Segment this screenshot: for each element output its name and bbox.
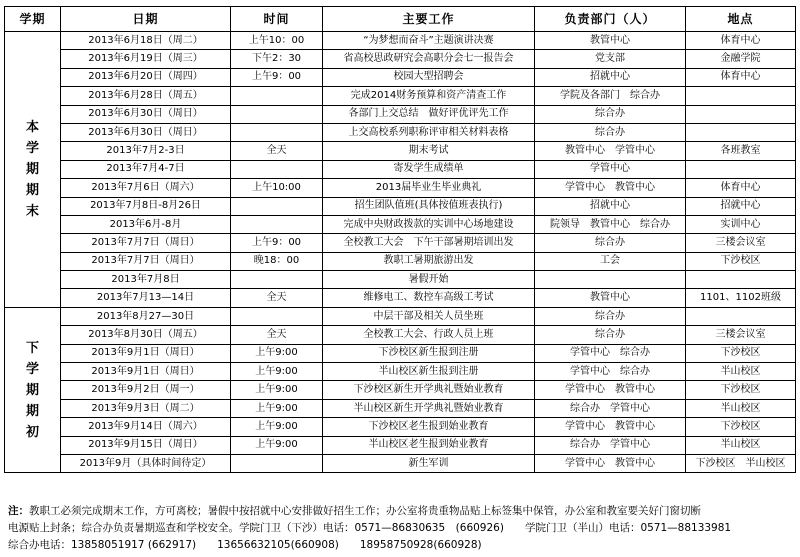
semester-char: 初 (25, 424, 39, 440)
table-row (5, 179, 796, 197)
cell-dept: 学管中心 教管中心 (535, 454, 686, 472)
cell-dept: 院领导 教管中心 综合办 (535, 215, 686, 233)
cell-place: 各班教室 (686, 142, 796, 160)
cell-time: 上午9:00 (231, 436, 323, 454)
table-row (5, 344, 796, 362)
cell-work: 半山校区新生开学典礼暨始业教育 (323, 399, 535, 417)
cell-place: 三楼会议室 (686, 234, 796, 252)
cell-date: 2013年7月7日（周日） (61, 234, 231, 252)
cell-place: 半山校区 (686, 436, 796, 454)
header-dept: 负责部门（人） (535, 7, 686, 32)
cell-date: 2013年6月20日（周四） (61, 68, 231, 86)
table-row (5, 87, 796, 105)
cell-work: 各部门上交总结 做好评优评先工作 (323, 105, 535, 123)
cell-date: 2013年9月1日（周日） (61, 363, 231, 381)
cell-date: 2013年8月30日（周五） (61, 326, 231, 344)
header-row (5, 7, 796, 32)
cell-dept: 学管中心 教管中心 (535, 418, 686, 436)
cell-work: 上交高校系列职称评审相关材料表格 (323, 123, 535, 141)
cell-work: 新生军训 (323, 454, 535, 472)
cell-date: 2013年6月28日（周五） (61, 87, 231, 105)
cell-date: 2013年6月18日（周二） (61, 32, 231, 50)
cell-date: 2013年6月-8月 (61, 215, 231, 233)
cell-place: 体育中心 (686, 32, 796, 50)
cell-place: 下沙校区 半山校区 (686, 454, 796, 472)
table-row (5, 399, 796, 417)
semester-char: 学 (25, 140, 39, 156)
cell-work: 半山校区新生报到注册 (323, 363, 535, 381)
footnote-line-1 (8, 503, 794, 520)
header-date: 日期 (61, 7, 231, 32)
cell-date: 2013年9月1日（周日） (61, 344, 231, 362)
cell-date: 2013年6月30日（周日） (61, 105, 231, 123)
cell-place: 下沙校区 (686, 381, 796, 399)
cell-date: 2013年7月8日-8月26日 (61, 197, 231, 215)
cell-place: 下沙校区 (686, 252, 796, 270)
cell-time: 上午9:00 (231, 418, 323, 436)
semester-char: 期 (25, 161, 39, 177)
cell-date: 2013年9月（具体时间待定） (61, 454, 231, 472)
cell-dept: 综合办 (535, 123, 686, 141)
cell-dept: 教管中心 学管中心 (535, 142, 686, 160)
cell-dept: 综合办 (535, 307, 686, 325)
cell-work: 下沙校区新生报到注册 (323, 344, 535, 362)
cell-place: 半山校区 (686, 399, 796, 417)
cell-dept: 学管中心 综合办 (535, 344, 686, 362)
cell-date: 2013年7月7日（周日） (61, 252, 231, 270)
cell-place (686, 105, 796, 123)
table-row (5, 32, 796, 50)
cell-work: 全校教工大会 下午干部暑期培训出发 (323, 234, 535, 252)
cell-place: 体育中心 (686, 68, 796, 86)
cell-dept: 招就中心 (535, 197, 686, 215)
cell-time: 晚18：00 (231, 252, 323, 270)
cell-dept: 学管中心 (535, 160, 686, 178)
table-row (5, 363, 796, 381)
table-row (5, 326, 796, 344)
cell-time: 上午9:00 (231, 344, 323, 362)
cell-work: 半山校区老生报到始业教育 (323, 436, 535, 454)
cell-time (231, 197, 323, 215)
cell-work: 下沙校区新生开学典礼暨始业教育 (323, 381, 535, 399)
cell-date: 2013年7月6日（周六） (61, 179, 231, 197)
table-row (5, 142, 796, 160)
cell-place (686, 271, 796, 289)
cell-time: 下午2：30 (231, 50, 323, 68)
table-row (5, 215, 796, 233)
cell-dept: 教管中心 (535, 32, 686, 50)
cell-work: 期末考试 (323, 142, 535, 160)
footnote-line-2: 电源贴上封条；综合办负责暑期巡查和学校安全。学院门卫（下沙）电话：0571—86830635 (660926) 学院门卫（半山）电话：0571—88133981 (8, 522, 732, 534)
cell-time (231, 105, 323, 123)
semester-char: 本 (25, 119, 39, 135)
cell-date: 2013年6月19日（周三） (61, 50, 231, 68)
cell-time: 全天 (231, 142, 323, 160)
cell-place (686, 87, 796, 105)
footnote-line-3: 综合办电话：13858051917 (662917) 13656632105(660908) 18958750928(660928) (8, 539, 482, 551)
table-row (5, 271, 796, 289)
cell-work: 维修电工、数控车高级工考试 (323, 289, 535, 307)
cell-work: 中层干部及相关人员坐班 (323, 307, 535, 325)
cell-work: 暑假开始 (323, 271, 535, 289)
table-row (5, 123, 796, 141)
cell-date: 2013年9月15日（周日） (61, 436, 231, 454)
cell-work: 全校教工大会、行政人员上班 (323, 326, 535, 344)
cell-time (231, 87, 323, 105)
cell-time: 上午9:00 (231, 399, 323, 417)
cell-time (231, 454, 323, 472)
cell-time: 全天 (231, 326, 323, 344)
header-semester: 学期 (5, 7, 61, 32)
cell-date: 2013年8月27—30日 (61, 307, 231, 325)
semester-label (5, 307, 61, 473)
cell-work: 教职工暑期旅游出发 (323, 252, 535, 270)
cell-place: 金融学院 (686, 50, 796, 68)
cell-dept: 工会 (535, 252, 686, 270)
cell-place: 下沙校区 (686, 418, 796, 436)
cell-date: 2013年7月13—14日 (61, 289, 231, 307)
cell-place: 1101、1102班级 (686, 289, 796, 307)
cell-work: 省高校思政研究会高职分会七一报告会 (323, 50, 535, 68)
cell-time (231, 123, 323, 141)
cell-dept: 综合办 (535, 326, 686, 344)
cell-date: 2013年9月3日（周二） (61, 399, 231, 417)
footnote (8, 503, 794, 554)
table-row (5, 234, 796, 252)
table-row (5, 418, 796, 436)
cell-work: 校园大型招聘会 (323, 68, 535, 86)
cell-dept: 学管中心 教管中心 (535, 179, 686, 197)
semester-char: 期 (25, 382, 39, 398)
cell-dept: 教管中心 (535, 289, 686, 307)
table-row (5, 160, 796, 178)
cell-work: 完成中央财政拨款的实训中心场地建设 (323, 215, 535, 233)
footnote-label: 注： (8, 505, 29, 517)
cell-dept: 综合办 学管中心 (535, 436, 686, 454)
table-row (5, 289, 796, 307)
cell-dept: 综合办 学管中心 (535, 399, 686, 417)
table-row (5, 197, 796, 215)
cell-date: 2013年9月14日（周六） (61, 418, 231, 436)
cell-time: 上午10：00 (231, 32, 323, 50)
cell-time (231, 307, 323, 325)
semester-char: 期 (25, 182, 39, 198)
cell-place: 体育中心 (686, 179, 796, 197)
cell-place: 招就中心 (686, 197, 796, 215)
cell-place: 三楼会议室 (686, 326, 796, 344)
cell-dept: 综合办 (535, 105, 686, 123)
cell-place: 实训中心 (686, 215, 796, 233)
cell-work: 寄发学生成绩单 (323, 160, 535, 178)
table-row (5, 436, 796, 454)
table-row (5, 50, 796, 68)
cell-work: 招生团队值班(具体按值班表执行) (323, 197, 535, 215)
cell-time (231, 160, 323, 178)
cell-place: 半山校区 (686, 363, 796, 381)
table-row (5, 252, 796, 270)
cell-time: 上午10:00 (231, 179, 323, 197)
cell-work: “为梦想而奋斗”主题演讲决赛 (323, 32, 535, 50)
cell-date: 2013年7月8日 (61, 271, 231, 289)
cell-time (231, 271, 323, 289)
cell-date: 2013年9月2日（周一） (61, 381, 231, 399)
cell-work: 2013届毕业生毕业典礼 (323, 179, 535, 197)
cell-time: 上午9：00 (231, 234, 323, 252)
cell-dept: 党支部 (535, 50, 686, 68)
header-time: 时间 (231, 7, 323, 32)
header-work: 主要工作 (323, 7, 535, 32)
header-place: 地点 (686, 7, 796, 32)
table-row (5, 68, 796, 86)
cell-work: 完成2014财务预算和资产清查工作 (323, 87, 535, 105)
cell-date: 2013年7月4-7日 (61, 160, 231, 178)
cell-time: 上午9:00 (231, 363, 323, 381)
cell-dept: 学管中心 教管中心 (535, 381, 686, 399)
table-row (5, 105, 796, 123)
schedule-body (5, 32, 796, 473)
semester-char: 学 (25, 361, 39, 377)
cell-dept: 学管中心 综合办 (535, 363, 686, 381)
footnote-text-1: 教职工必须完成期末工作，方可离校；暑假中按招就中心安排做好招生工作；办公室将贵重物品贴上标签集中保管，办公室和教室要关好门窗切断 (29, 505, 701, 517)
cell-date: 2013年7月2-3日 (61, 142, 231, 160)
cell-place (686, 123, 796, 141)
semester-char: 期 (25, 403, 39, 419)
semester-char: 末 (25, 203, 39, 219)
cell-dept: 招就中心 (535, 68, 686, 86)
cell-work: 下沙校区老生报到始业教育 (323, 418, 535, 436)
table-row (5, 454, 796, 472)
semester-label (5, 32, 61, 308)
cell-dept (535, 271, 686, 289)
cell-place: 下沙校区 (686, 344, 796, 362)
semester-char: 下 (25, 340, 39, 356)
cell-time: 上午9:00 (231, 381, 323, 399)
cell-time (231, 215, 323, 233)
cell-dept: 综合办 (535, 234, 686, 252)
cell-dept: 学院及各部门 综合办 (535, 87, 686, 105)
cell-place (686, 307, 796, 325)
cell-date: 2013年6月30日（周日） (61, 123, 231, 141)
cell-place (686, 160, 796, 178)
cell-time: 全天 (231, 289, 323, 307)
cell-time: 上午9：00 (231, 68, 323, 86)
table-row (5, 307, 796, 325)
schedule-table (4, 6, 796, 473)
table-row (5, 381, 796, 399)
